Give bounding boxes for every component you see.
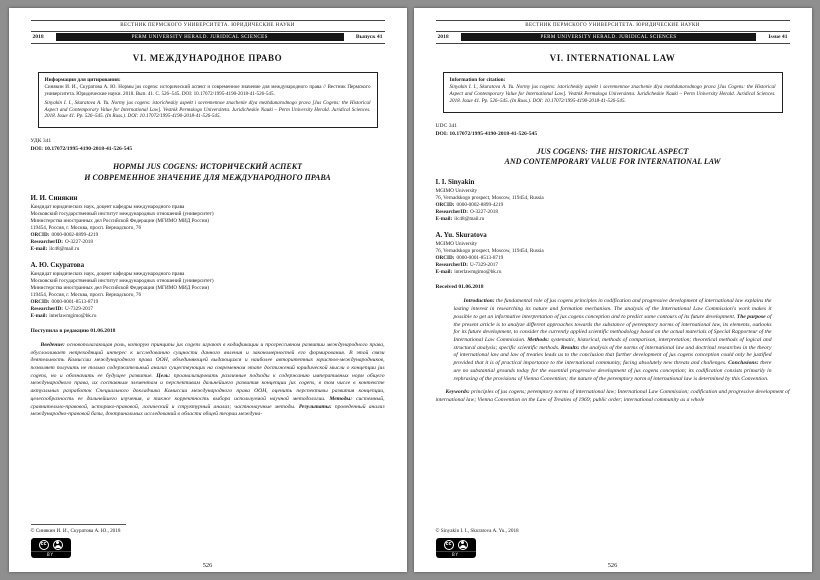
author-block [436, 231, 790, 276]
researcherid-line [31, 239, 385, 246]
abstract-text [454, 298, 772, 383]
orcid-line [436, 255, 790, 262]
cc-by-badge [436, 538, 476, 559]
author-block [31, 261, 385, 320]
abstract-lead: Introduction: [463, 298, 495, 305]
page-footer [436, 528, 790, 559]
author-name: A. Yu. Skuratova [435, 231, 487, 240]
author-address-line: 119454, Россия, г. Москва, просп. Вернадского, 76 [30, 224, 142, 231]
researcherid-value: U-7329-2017 [64, 305, 93, 312]
author-degree-line: Кандидат юридических наук, доцент кафедры международного права [30, 203, 185, 210]
keywords-label: Keywords: [445, 389, 470, 396]
person-icon [53, 540, 63, 550]
cc-icon: cc [39, 540, 49, 550]
journal-year: 2018 [437, 34, 449, 40]
abstract-segment: проведенный анализ международно-правовой базы, доктринальных исследований в области общей теории междуна- [30, 403, 385, 418]
author-affiliation-line: MGIMO University [435, 241, 478, 248]
citation-en: Sinyakin I. I., Skuratova A. Yu. Normy jus cogens: istoricheskiy aspekt i sovremennoe znachenie dlya mezhdunarodnogo prava [Jus Cogens: the Historical Aspect and Contemporary Value for International Law]. Vestnik Permskogo Universiteta. Juridicheskie Nauki – Perm University Herald. Juridical Sciences. 2018. Issue 41. Pp. 526–545. (In Russ.). DOI: 10.17072/1995-4190-2018-41-526-545. [449, 84, 776, 104]
citation-label: Information for citation: [449, 76, 506, 83]
citation-label: Информация для цитирования: [44, 76, 121, 83]
abstract-segment: основополагающая роль, которую принципы jus cogens играют в кодификации и прогрессивном развитии международного права, обусловливает непреходящий интерес к исследованию сущности данного явления и закономерностей его формирования. В этой связи деятельность Комиссии международного права ООН, объединяющей выдающихся и наиболее авторитетных юристов-международников, позволяет получить не только содержательный анализ существующих на современном этапе достижений юридической мысли о концепции jus cogens, но и обозначить ее будущее развитие. [30, 341, 385, 379]
citation-en: Sinyakin I. I., Skuratova A. Yu. Normy jus cogens: istoricheskiy aspekt i sovremennoe znachenie dlya mezhdunarodnogo prava [Jus Cogens: the Historical Aspect and Contemporary Value for International Law]. Vestnik Permskogo Universiteta. Juridicheskie Nauki – Perm University Herald. Juridical Sciences. 2018. Issue 41. Pp. 526–545. (In Russ.). DOI: 10.17072/1995-4190-2018-41-526-545. [44, 99, 371, 120]
keywords-text: principles of jus cogens; peremptory norms of international law; International Law Commission; codification and progressive development of international law; Vienna Convention on the Law of Treaties of 1969; public order; international community as a whole [435, 389, 790, 404]
abstract-segment: there are no substantial grounds today for the essential progressive development of jus cogens conception; its codification consists primarily in rephrasing of the provisions of Vienna Convention; the nature of the peremptory norm of international law is determined by this Convention. [453, 360, 772, 382]
issue-label: Issue 41 [768, 34, 788, 40]
researcherid-value: U-7329-2017 [469, 262, 498, 269]
cc-icon: cc [444, 540, 454, 550]
author-name: А. Ю. Скуратова [30, 260, 85, 269]
author-degree-line: Кандидат юридических наук, доцент кафедры международного права [30, 270, 185, 277]
article-title [436, 147, 790, 169]
email-line [31, 313, 385, 320]
author-address-line: 76, Vernadskogo prospect, Moscow, 119454, Russia [435, 248, 544, 255]
article-title-line1: JUS COGENS: THE HISTORICAL ASPECT [536, 146, 689, 156]
cc-by-label: BY [31, 551, 71, 558]
author-affiliation-line: Московский государственный институт международных отношений (университет) [30, 210, 214, 217]
journal-subheader [436, 32, 790, 44]
orcid-line [31, 232, 385, 239]
orcid-value: 0000-0002-8899-4219 [51, 231, 99, 238]
abstract-segment: the analysis of the norms of international law and doctrinal researches in the theory of international law and law of treaties leads us to the conclusion that further development of jus cogens conception could only be justified provided that it is of practical importance to the international community, facing absolutely new threats and challenges. [453, 344, 772, 367]
researcherid-line [31, 306, 385, 313]
article-title-line2: AND CONTEMPORARY VALUE FOR INTERNATIONAL LAW [504, 157, 721, 167]
copyright-line: © Sinyakin I. I., Skuratova A. Yu., 2018 [435, 527, 519, 534]
author-address-line: 119454, Россия, г. Москва, просп. Вернадского, 76 [30, 291, 142, 298]
page-number: 526 [202, 562, 213, 569]
abstract-segment: the fundamental role of jus cogens principles in codification and progressive development of international law explains the lasting interest in researching its nature and formation mechanism. The analysis of the International Law Commission's work makes it possible to get an informative interpretation of jus cogens conception and to predict some contours of its future development. [453, 298, 772, 320]
right-page [414, 8, 812, 572]
researcherid-label: ResearcherID: [30, 305, 63, 312]
abstract-segment: systematic, historical, methods of comparison, interpretation; theoretical methods of logical and structural analysis; specific scientific methods. [453, 336, 772, 351]
orcid-line [31, 299, 385, 306]
author-block [31, 194, 385, 253]
footnote-rule [31, 524, 126, 525]
author-block [436, 178, 790, 223]
orcid-label: ORCID: [30, 298, 50, 305]
abstract-segment: проанализировать различные подходы к содержанию императивных норм общего международного права, их составным элементам и перспективам дальнейшего развития концепции jus cogens, в том числе в контексте актуальных разработок Специального докладчика Комиссии международного права ООН, оценить перспективы развития концепции, целесообразность ее дальнейшего изучения, а также корректность выбора используемой научной методологии. [30, 372, 385, 402]
cc-by-label: BY [436, 551, 476, 558]
orcid-label: ORCID: [30, 231, 50, 238]
abstract-segment: of the present article is to analyze different approaches towards the substance of peremptory norms of international law, its elements, outlooks for its future development, to consider the currently applied scientific methodology based on the actual materials of Special Rapporteur of the International Law Commission. [453, 313, 772, 343]
email-value: ilc48@mail.ru [454, 216, 485, 223]
doi-label: DOI: 10.17072/1995-4190-2018-41-526-545 [435, 130, 538, 137]
udc-label: УДК 341 [30, 138, 52, 145]
researcherid-line [436, 262, 790, 269]
page-header [31, 20, 385, 44]
article-title [31, 162, 385, 184]
citation-box [443, 72, 783, 113]
email-label: E-mail: [435, 269, 453, 276]
received-date: Поступила в редакцию 01.06.2018 [30, 327, 116, 334]
orcid-value: 0000-0002-8899-4219 [456, 202, 504, 209]
journal-title-en-band: PERM UNIVERSITY HERALD. JURIDICAL SCIENCES [56, 33, 344, 41]
researcherid-label: ResearcherID: [435, 262, 468, 269]
journal-subheader [31, 32, 385, 44]
doi-label: DOI: 10.17072/1995-4190-2018-41-526-545 [30, 146, 133, 153]
received-date: Received 01.06.2018 [435, 284, 484, 291]
abstract-lead: Цель: [156, 372, 171, 379]
abstract-lead: Введение: [40, 341, 65, 348]
email-label: E-mail: [30, 312, 48, 319]
author-affiliation-line: Министерства иностранных дел Российской Федерации (МГИМО МИД России) [30, 217, 209, 224]
orcid-line [436, 202, 790, 209]
email-value: interlawmgimo@bk.ru [454, 269, 502, 276]
researcherid-value: O-3227-2018 [64, 238, 93, 245]
author-affiliation-line: Московский государственный институт международных отношений (университет) [30, 277, 214, 284]
abstract-segment: системный, сравнительно-правовой, историко-правовой, логический и структурный анализ; частнонаучные методы. [30, 395, 385, 410]
journal-year: 2018 [32, 34, 44, 40]
journal-title-ru: ВЕСТНИК ПЕРМСКОГО УНИВЕРСИТЕТА. ЮРИДИЧЕСКИЕ НАУКИ [436, 21, 790, 32]
email-value: interlawmgimo@bk.ru [49, 312, 97, 319]
orcid-label: ORCID: [435, 255, 455, 262]
left-page [9, 8, 407, 572]
section-heading: VI. INTERNATIONAL LAW [549, 52, 676, 63]
email-line [436, 269, 790, 276]
page-footer [31, 524, 385, 559]
orcid-value: 0000-0001-8513-8719 [51, 298, 99, 305]
email-label: E-mail: [30, 245, 48, 252]
email-line [436, 216, 790, 223]
email-label: E-mail: [435, 216, 453, 223]
journal-title-ru: ВЕСТНИК ПЕРМСКОГО УНИВЕРСИТЕТА. ЮРИДИЧЕСКИЕ НАУКИ [31, 21, 385, 32]
email-value: ilc48@mail.ru [49, 245, 80, 252]
author-name: I. I. Sinyakin [435, 178, 475, 187]
page-number: 526 [607, 562, 618, 569]
author-affiliation-line: MGIMO University [435, 188, 478, 195]
page-header [436, 20, 790, 44]
person-icon [458, 540, 468, 550]
abstract-lead: The purpose [736, 313, 766, 320]
author-address-line: 76, Vernadskogo prospect, Moscow, 119454, Russia [435, 195, 544, 202]
researcherid-label: ResearcherID: [435, 209, 468, 216]
copyright-line: © Синякин И. И., Скуратова А. Ю., 2018 [30, 527, 121, 534]
abstract-lead: Methods: [527, 336, 550, 343]
abstract-text [31, 342, 385, 419]
abstract-lead: Results: [560, 344, 580, 351]
researcherid-value: O-3227-2018 [469, 209, 498, 216]
article-title-line2: И СОВРЕМЕННОЕ ЗНАЧЕНИЕ ДЛЯ МЕЖДУНАРОДНОГО ПРАВА [84, 172, 331, 182]
abstract-lead: Conclusions: [728, 360, 759, 367]
abstract-lead: Методы: [329, 395, 353, 402]
article-title-line1: НОРМЫ JUS COGENS: ИСТОРИЧЕСКИЙ АСПЕКТ [112, 162, 303, 172]
orcid-value: 0000-0001-8513-8719 [456, 255, 504, 262]
email-line [31, 246, 385, 253]
abstract-lead: Результаты: [298, 403, 332, 410]
author-name: И. И. Синякин [30, 193, 78, 202]
section-heading: VI. МЕЖДУНАРОДНОЕ ПРАВО [132, 52, 283, 63]
udc-label: UDC 341 [435, 122, 458, 129]
citation-ru: Синякин И. И., Скуратова А. Ю. Нормы jus cogens: исторический аспект и современное значение для международного права // Вестник Пермского университета. Юридические науки. 2018. Вып. 41. C. 526–545. DOI: 10.17072/1995-4190-2018-41-526-545. [44, 84, 371, 98]
author-affiliation-line: Министерства иностранных дел Российской Федерации (МГИМО МИД России) [30, 284, 209, 291]
issue-label: Выпуск 41 [355, 34, 383, 40]
journal-title-en-band: PERM UNIVERSITY HERALD. JURIDICAL SCIENCES [461, 33, 757, 41]
citation-box [38, 72, 378, 129]
researcherid-line [436, 209, 790, 216]
keywords [436, 389, 790, 404]
cc-by-badge [31, 538, 71, 559]
orcid-label: ORCID: [435, 202, 455, 209]
researcherid-label: ResearcherID: [30, 238, 63, 245]
